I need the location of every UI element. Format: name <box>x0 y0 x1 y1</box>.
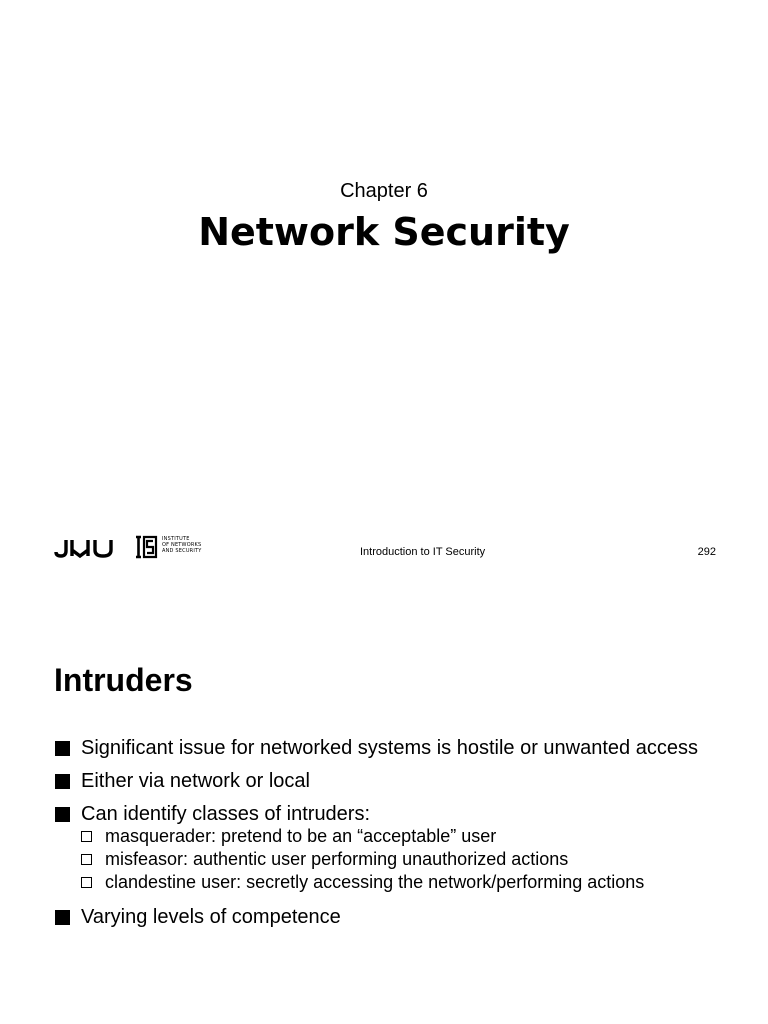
jku-logo <box>54 538 116 558</box>
sub-bullet-list <box>81 825 714 894</box>
page-number: 292 <box>697 546 716 558</box>
institute-line: AND SECURITY <box>162 548 202 555</box>
sub-bullet-text: clandestine user: secretly accessing the network/performing actions <box>105 872 645 892</box>
institute-line: OF NETWORKS <box>162 542 202 549</box>
sub-bullet-item <box>81 848 714 871</box>
square-bullet-icon <box>55 774 70 789</box>
hollow-square-bullet-icon <box>81 877 92 888</box>
bullet-item <box>54 801 714 894</box>
institute-line: INSTITUTE <box>162 536 190 542</box>
bullet-item <box>54 904 714 930</box>
hollow-square-bullet-icon <box>81 854 92 865</box>
slide-title: Intruders <box>54 662 193 698</box>
sub-bullet-text: misfeasor: authentic user performing unauthorized actions <box>105 849 569 869</box>
bullet-text: Varying levels of competence <box>81 906 341 928</box>
bullet-item <box>54 768 714 794</box>
course-name: Introduction to IT Security <box>360 546 486 558</box>
square-bullet-icon <box>55 741 70 756</box>
bullet-text: Either via network or local <box>81 770 310 792</box>
slide-footer <box>54 532 716 562</box>
sub-bullet-item <box>81 871 714 894</box>
sub-bullet-item <box>81 825 714 848</box>
institute-name <box>162 536 202 555</box>
bullet-text: Significant issue for networked systems is hostile or unwanted access <box>81 737 698 759</box>
square-bullet-icon <box>55 910 70 925</box>
hollow-square-bullet-icon <box>81 831 92 842</box>
square-bullet-icon <box>55 807 70 822</box>
sub-bullet-text: masquerader: pretend to be an “acceptable” user <box>105 826 497 846</box>
bullet-item <box>54 735 714 761</box>
bullet-text: Can identify classes of intruders: <box>81 803 371 825</box>
chapter-label: Chapter 6 <box>340 180 428 202</box>
bullet-list <box>54 735 714 937</box>
chapter-title: Network Security <box>198 210 570 254</box>
ins-logo-icon <box>134 535 158 559</box>
